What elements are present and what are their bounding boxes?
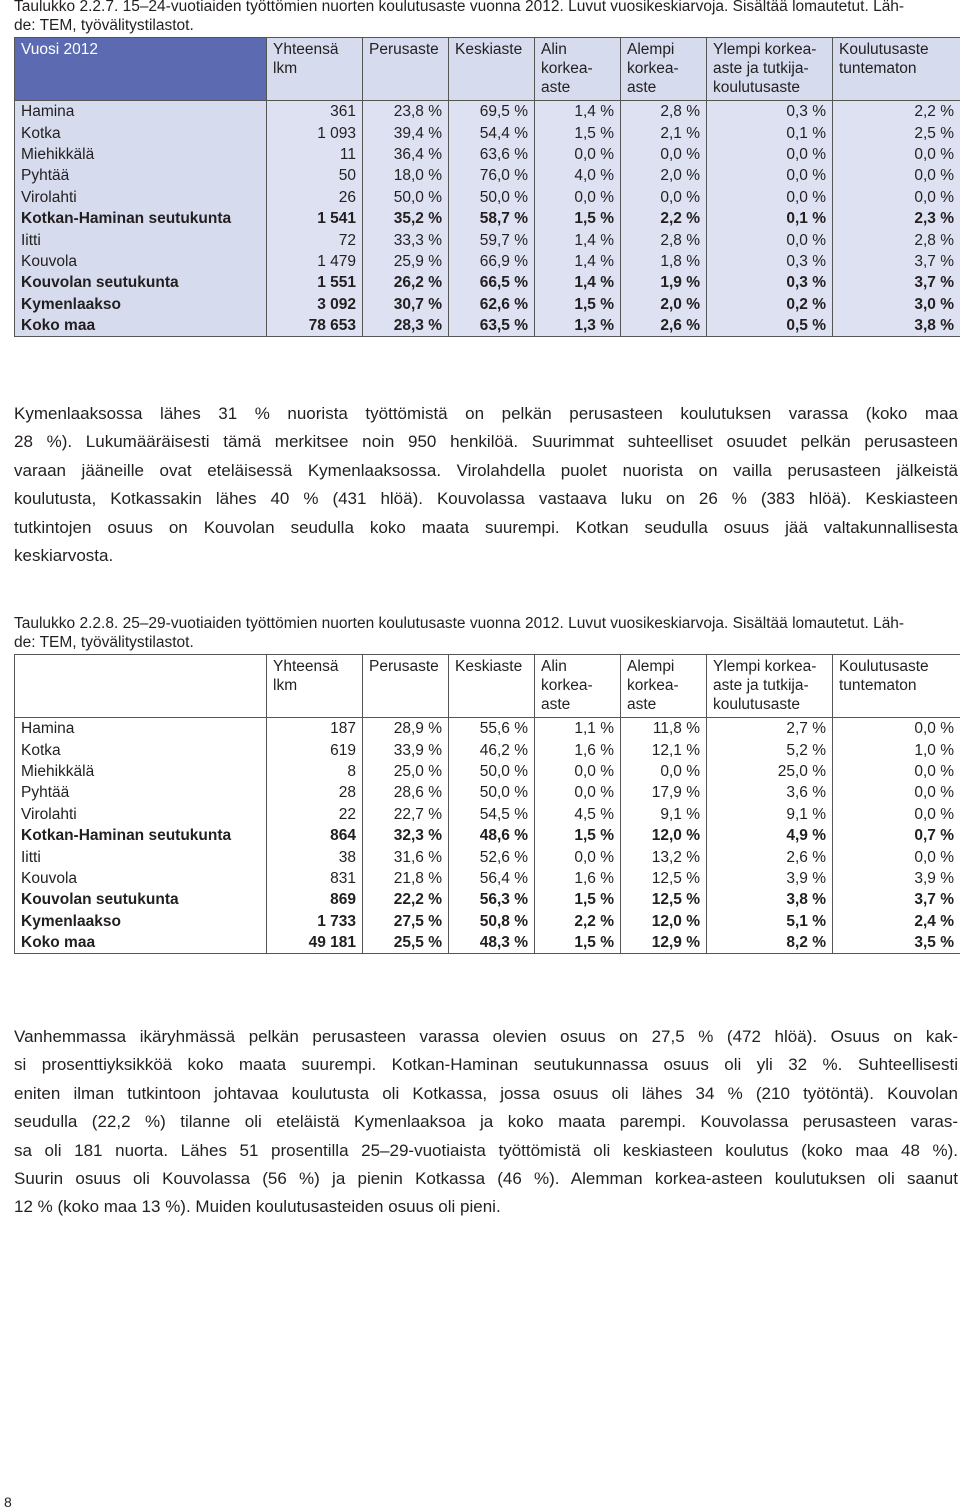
value-cell: 2,8 % [621,101,707,123]
table1-header-row [15,38,960,101]
value-cell: 1 733 [267,911,363,932]
value-cell: 66,5 % [449,272,535,293]
value-cell: 1,4 % [535,101,621,123]
value-cell: 32,3 % [363,825,449,846]
table2-header-cell: Yhteensä lkm [267,655,363,718]
table2-header-row [15,655,960,718]
table2-header-cell: Keskiaste [449,655,535,718]
value-cell: 4,5 % [535,804,621,825]
table-row [15,911,960,932]
table-row [15,846,960,867]
value-cell: 12,0 % [621,825,707,846]
value-cell: 4,0 % [535,165,621,186]
value-cell: 0,0 % [707,187,833,208]
value-cell: 3,8 % [833,315,960,337]
paragraph-line: Kymenlaaksossa lähes 31 % nuorista työttömistä on pelkän perusasteen koulutuksen varassa (koko maa [14,400,958,428]
table1-caption-line: Taulukko 2.2.7. 15–24-vuotiaiden työttömien nuorten koulutusaste vuonna 2012. Luvut vuosikeskiarvoja. Sisältää lomautetut. Läh- [14,0,948,16]
value-cell: 2,5 % [833,122,960,143]
table-row [15,187,960,208]
value-cell: 1,5 % [535,122,621,143]
value-cell: 17,9 % [621,782,707,803]
table-row [15,144,960,165]
value-cell: 11 [267,144,363,165]
table2-caption-line: de: TEM, työvälitystilastot. [14,633,948,652]
value-cell: 18,0 % [363,165,449,186]
paragraph1 [14,400,958,570]
value-cell: 12,9 % [621,932,707,954]
table-row [15,294,960,315]
value-cell: 3 092 [267,294,363,315]
paragraph2 [14,1023,958,1222]
value-cell: 1 541 [267,208,363,229]
value-cell: 864 [267,825,363,846]
region-name-cell: Kouvolan seutukunta [15,889,267,910]
value-cell: 58,7 % [449,208,535,229]
paragraph-line: keskiarvosta. [14,542,958,570]
value-cell: 0,0 % [833,846,960,867]
region-name-cell: Kotkan-Haminan seutukunta [15,825,267,846]
table2 [14,654,960,954]
table1-header-cell: Alempi korkea-aste [621,38,707,101]
value-cell: 52,6 % [449,846,535,867]
region-name-cell: Koko maa [15,932,267,954]
value-cell: 22 [267,804,363,825]
table1-header-cell: Keskiaste [449,38,535,101]
value-cell: 49 181 [267,932,363,954]
value-cell: 0,3 % [707,272,833,293]
page-number: 8 [4,1494,12,1510]
value-cell: 5,1 % [707,911,833,932]
region-name-cell: Kymenlaakso [15,911,267,932]
value-cell: 0,0 % [535,187,621,208]
region-name-cell: Hamina [15,101,267,123]
value-cell: 1,5 % [535,889,621,910]
value-cell: 0,0 % [535,761,621,782]
value-cell: 55,6 % [449,718,535,740]
value-cell: 39,4 % [363,122,449,143]
table-row [15,868,960,889]
region-name-cell: Miehikkälä [15,144,267,165]
value-cell: 2,4 % [833,911,960,932]
value-cell: 187 [267,718,363,740]
value-cell: 13,2 % [621,846,707,867]
value-cell: 54,4 % [449,122,535,143]
value-cell: 48,3 % [449,932,535,954]
value-cell: 0,0 % [707,229,833,250]
paragraph-line: sa oli 181 nuorta. Lähes 51 prosentilla 25–29-vuotiaista työttömistä oli keskiasteen koulutus (koko maa 48 %). [14,1137,958,1165]
value-cell: 3,5 % [833,932,960,954]
value-cell: 2,2 % [621,208,707,229]
value-cell: 50,0 % [449,782,535,803]
value-cell: 3,9 % [833,868,960,889]
table-row [15,782,960,803]
value-cell: 0,0 % [833,804,960,825]
value-cell: 56,4 % [449,868,535,889]
value-cell: 12,5 % [621,889,707,910]
value-cell: 0,0 % [535,144,621,165]
value-cell: 0,0 % [833,718,960,740]
table1 [14,37,960,337]
table-row [15,229,960,250]
value-cell: 9,1 % [621,804,707,825]
table2-header-region [15,655,267,718]
value-cell: 3,7 % [833,889,960,910]
region-name-cell: Miehikkälä [15,761,267,782]
paragraph-line: 28 %). Lukumääräisesti tämä merkitsee noin 950 henkilöä. Suurimmat suhteelliset osuudet pelkän perusasteen [14,428,958,456]
value-cell: 0,0 % [621,187,707,208]
value-cell: 33,9 % [363,739,449,760]
value-cell: 11,8 % [621,718,707,740]
table-row [15,272,960,293]
value-cell: 35,2 % [363,208,449,229]
value-cell: 1,5 % [535,932,621,954]
value-cell: 31,6 % [363,846,449,867]
value-cell: 2,7 % [707,718,833,740]
value-cell: 50,8 % [449,911,535,932]
value-cell: 0,0 % [833,782,960,803]
value-cell: 0,0 % [707,165,833,186]
value-cell: 2,6 % [707,846,833,867]
value-cell: 0,0 % [621,144,707,165]
value-cell: 28,9 % [363,718,449,740]
table1-header-cell: Yhteensä lkm [267,38,363,101]
value-cell: 0,1 % [707,122,833,143]
value-cell: 0,0 % [535,846,621,867]
value-cell: 23,8 % [363,101,449,123]
value-cell: 21,8 % [363,868,449,889]
region-name-cell: Kotka [15,739,267,760]
value-cell: 22,7 % [363,804,449,825]
table2-header-cell: Perusaste [363,655,449,718]
table1-body [15,101,960,337]
value-cell: 30,7 % [363,294,449,315]
value-cell: 3,9 % [707,868,833,889]
value-cell: 69,5 % [449,101,535,123]
value-cell: 50,0 % [449,761,535,782]
table-row [15,251,960,272]
table1-header-cell: Ylempi korkea-aste ja tutkija-koulutusaste [707,38,833,101]
value-cell: 0,0 % [833,187,960,208]
value-cell: 12,5 % [621,868,707,889]
value-cell: 1,4 % [535,251,621,272]
paragraph-line: seudulla (22,2 %) tilanne oli eteläistä Kymenlaaksoa ja koko maata parempi. Kouvolassa perusasteen varas- [14,1108,958,1136]
table-row [15,122,960,143]
value-cell: 2,3 % [833,208,960,229]
table-row [15,804,960,825]
value-cell: 63,6 % [449,144,535,165]
value-cell: 0,0 % [833,144,960,165]
value-cell: 0,0 % [621,761,707,782]
table-row [15,165,960,186]
value-cell: 0,0 % [707,144,833,165]
value-cell: 0,0 % [833,165,960,186]
value-cell: 1,4 % [535,229,621,250]
value-cell: 66,9 % [449,251,535,272]
value-cell: 8 [267,761,363,782]
value-cell: 2,0 % [621,294,707,315]
table-row [15,739,960,760]
value-cell: 3,8 % [707,889,833,910]
paragraph-line: Suurin osuus oli Kouvolassa (56 %) ja pienin Kotkassa (46 %). Alemman korkea-asteen koulutuksen oli saanut [14,1165,958,1193]
value-cell: 56,3 % [449,889,535,910]
value-cell: 1,0 % [833,739,960,760]
value-cell: 12,1 % [621,739,707,760]
value-cell: 50 [267,165,363,186]
value-cell: 361 [267,101,363,123]
value-cell: 1 479 [267,251,363,272]
value-cell: 25,0 % [707,761,833,782]
value-cell: 2,2 % [535,911,621,932]
value-cell: 0,3 % [707,101,833,123]
table1-header-region: Vuosi 2012 [15,38,267,101]
value-cell: 2,6 % [621,315,707,337]
value-cell: 46,2 % [449,739,535,760]
value-cell: 3,0 % [833,294,960,315]
value-cell: 2,2 % [833,101,960,123]
value-cell: 26 [267,187,363,208]
table-row [15,825,960,846]
region-name-cell: Koko maa [15,315,267,337]
value-cell: 36,4 % [363,144,449,165]
value-cell: 4,9 % [707,825,833,846]
table2-header-cell: Alempi korkea-aste [621,655,707,718]
value-cell: 33,3 % [363,229,449,250]
value-cell: 27,5 % [363,911,449,932]
region-name-cell: Virolahti [15,187,267,208]
value-cell: 2,8 % [621,229,707,250]
value-cell: 78 653 [267,315,363,337]
paragraph-line: eniten ilman tutkintoon johtavaa koulutusta oli Kotkassa, jossa osuus oli lähes 34 % (210 työtöntä). Kouvolan [14,1080,958,1108]
value-cell: 72 [267,229,363,250]
table2-body [15,718,960,954]
value-cell: 2,0 % [621,165,707,186]
paragraph-line: si prosenttiyksikköä koko maata suurempi. Kotkan-Haminan seutukunnassa osuus oli yli 32 %. Suhteellisesti [14,1051,958,1079]
value-cell: 0,0 % [535,782,621,803]
paragraph-line: Vanhemmassa ikäryhmässä pelkän perusasteen varassa olevien osuus on 27,5 % (472 hlöä). Osuus on kak- [14,1023,958,1051]
region-name-cell: Pyhtää [15,165,267,186]
region-name-cell: Hamina [15,718,267,740]
value-cell: 3,7 % [833,251,960,272]
value-cell: 1 551 [267,272,363,293]
value-cell: 38 [267,846,363,867]
table-row [15,932,960,954]
value-cell: 12,0 % [621,911,707,932]
table1-header-cell: Koulutusaste tuntematon [833,38,960,101]
value-cell: 0,2 % [707,294,833,315]
value-cell: 1,1 % [535,718,621,740]
table1-header-cell: Perusaste [363,38,449,101]
value-cell: 1,9 % [621,272,707,293]
value-cell: 1,5 % [535,825,621,846]
region-name-cell: Iitti [15,846,267,867]
table1-caption-line: de: TEM, työvälitystilastot. [14,16,948,35]
value-cell: 3,6 % [707,782,833,803]
value-cell: 25,0 % [363,761,449,782]
table-row [15,101,960,123]
value-cell: 0,3 % [707,251,833,272]
table1-caption [14,0,948,35]
value-cell: 0,7 % [833,825,960,846]
paragraph-line: 12 % (koko maa 13 %). Muiden koulutusasteiden osuus oli pieni. [14,1193,958,1221]
table-row [15,761,960,782]
table2-header-cell: Ylempi korkea-aste ja tutkija-koulutusaste [707,655,833,718]
table2-caption-line: Taulukko 2.2.8. 25–29-vuotiaiden työttömien nuorten koulutusaste vuonna 2012. Luvut vuosikeskiarvoja. Sisältää lomautetut. Läh- [14,614,948,633]
value-cell: 54,5 % [449,804,535,825]
value-cell: 1 093 [267,122,363,143]
region-name-cell: Kymenlaakso [15,294,267,315]
region-name-cell: Kouvola [15,251,267,272]
value-cell: 831 [267,868,363,889]
value-cell: 48,6 % [449,825,535,846]
region-name-cell: Kouvolan seutukunta [15,272,267,293]
value-cell: 0,5 % [707,315,833,337]
table-row [15,315,960,337]
paragraph-line: varaan jääneille ovat eteläisessä Kymenlaaksossa. Virolahdella puolet nuorista on vailla perusasteen jälkeistä [14,457,958,485]
value-cell: 0,0 % [833,761,960,782]
region-name-cell: Kotka [15,122,267,143]
value-cell: 3,7 % [833,272,960,293]
paragraph-line: koulutusta, Kotkassakin lähes 40 % (431 hlöä). Kouvolassa vastaava luku on 26 % (383 hlöä). Keskiasteen [14,485,958,513]
paragraph-line: tutkintojen osuus on Kouvolan seudulla koko maata suurempi. Kotkan seudulla osuus jää valtakunnallisesta [14,514,958,542]
value-cell: 62,6 % [449,294,535,315]
value-cell: 28 [267,782,363,803]
value-cell: 1,4 % [535,272,621,293]
table2-caption [14,614,948,652]
value-cell: 50,0 % [363,187,449,208]
value-cell: 1,8 % [621,251,707,272]
value-cell: 1,6 % [535,868,621,889]
table-row [15,889,960,910]
value-cell: 59,7 % [449,229,535,250]
value-cell: 63,5 % [449,315,535,337]
value-cell: 1,3 % [535,315,621,337]
region-name-cell: Pyhtää [15,782,267,803]
value-cell: 22,2 % [363,889,449,910]
value-cell: 1,5 % [535,208,621,229]
region-name-cell: Kotkan-Haminan seutukunta [15,208,267,229]
table1-header-cell: Alin korkea-aste [535,38,621,101]
value-cell: 869 [267,889,363,910]
table2-header-cell: Alin korkea-aste [535,655,621,718]
table-row [15,208,960,229]
value-cell: 28,6 % [363,782,449,803]
value-cell: 619 [267,739,363,760]
region-name-cell: Virolahti [15,804,267,825]
value-cell: 25,5 % [363,932,449,954]
region-name-cell: Iitti [15,229,267,250]
value-cell: 2,8 % [833,229,960,250]
value-cell: 5,2 % [707,739,833,760]
value-cell: 25,9 % [363,251,449,272]
value-cell: 8,2 % [707,932,833,954]
value-cell: 76,0 % [449,165,535,186]
table-row [15,718,960,740]
value-cell: 1,5 % [535,294,621,315]
value-cell: 1,6 % [535,739,621,760]
value-cell: 28,3 % [363,315,449,337]
region-name-cell: Kouvola [15,868,267,889]
value-cell: 0,1 % [707,208,833,229]
value-cell: 26,2 % [363,272,449,293]
value-cell: 50,0 % [449,187,535,208]
value-cell: 2,1 % [621,122,707,143]
table2-header-cell: Koulutusaste tuntematon [833,655,960,718]
value-cell: 9,1 % [707,804,833,825]
